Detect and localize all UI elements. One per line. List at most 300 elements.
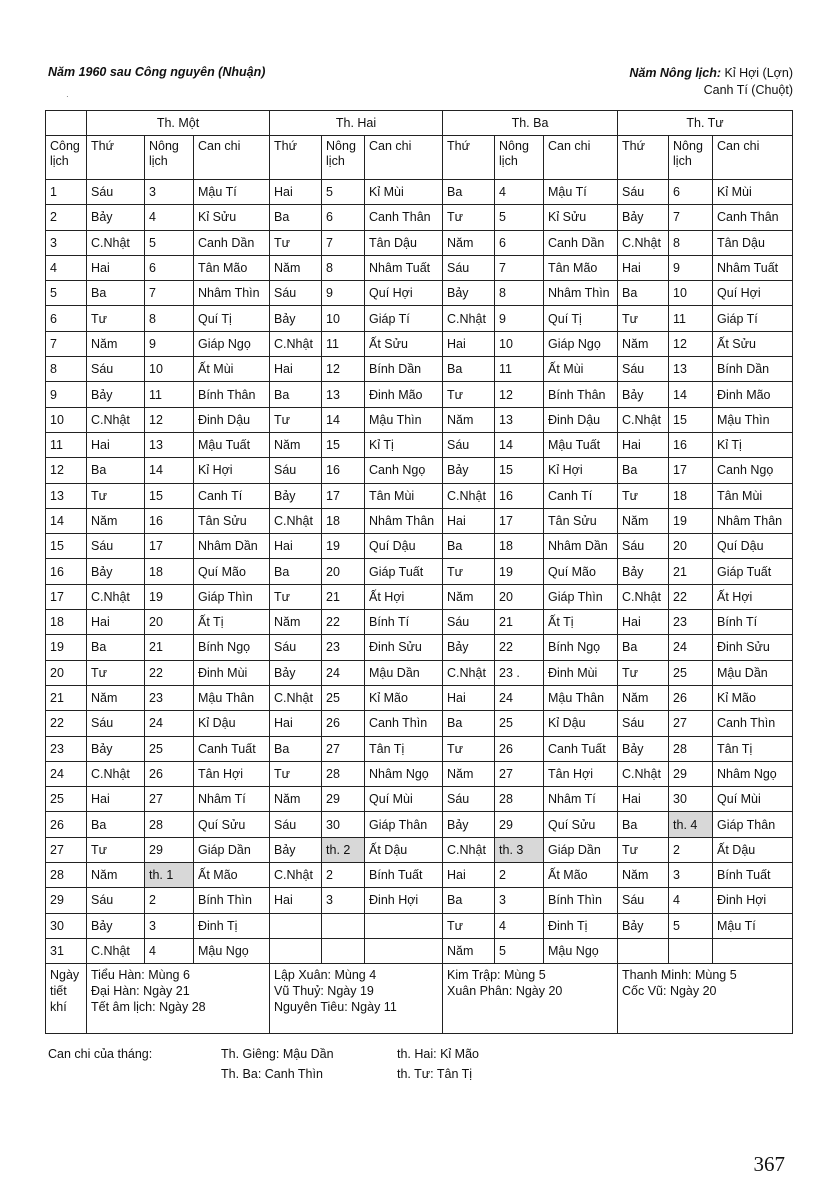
lunar-day-cell: 13 [322, 382, 365, 407]
col-nong-lich: Nông lịch [669, 136, 713, 180]
can-chi-cell: Nhâm Dần [194, 534, 270, 559]
weekday-cell: Tư [270, 407, 322, 432]
lunar-day-cell: 25 [495, 711, 544, 736]
weekday-cell: Sáu [443, 787, 495, 812]
day-row [46, 711, 793, 736]
can-chi-cell: Tân Sửu [544, 508, 618, 533]
weekday-cell: Bảy [443, 812, 495, 837]
can-chi-cell: Tân Mão [544, 255, 618, 280]
day-row [46, 610, 793, 635]
day-row [46, 584, 793, 609]
lunar-day-cell: 27 [495, 761, 544, 786]
day-cell: 24 [46, 761, 87, 786]
day-row [46, 559, 793, 584]
tiet-khi-item: Thanh Minh: Mùng 5 [622, 968, 737, 983]
can-chi-cell: Bính Ngọ [194, 635, 270, 660]
weekday-cell: Sáu [618, 357, 669, 382]
lunar-day-cell: 21 [495, 610, 544, 635]
weekday-cell: C.Nhật [270, 508, 322, 533]
can-chi-cell: Bính Thìn [544, 888, 618, 913]
weekday-cell: Ba [270, 736, 322, 761]
col-can-chi: Can chi [365, 136, 443, 180]
weekday-cell: Năm [87, 685, 145, 710]
lunar-day-cell: 11 [322, 331, 365, 356]
day-cell: 15 [46, 534, 87, 559]
weekday-cell: Năm [618, 508, 669, 533]
can-chi-cell: Đinh Tị [194, 913, 270, 938]
weekday-cell: Bảy [270, 306, 322, 331]
lunar-day-cell: 2 [495, 863, 544, 888]
lunar-day-cell: 6 [322, 205, 365, 230]
lunar-day-cell: 29 [145, 837, 194, 862]
lunar-day-cell: 19 [669, 508, 713, 533]
can-chi-cell: Mậu Dần [713, 660, 793, 685]
day-row [46, 837, 793, 862]
month-header-1: Th. Một [87, 111, 270, 136]
weekday-cell: Năm [618, 685, 669, 710]
can-chi-cell: Mậu Thìn [365, 407, 443, 432]
day-row [46, 888, 793, 913]
can-chi-cell: Bính Thìn [194, 888, 270, 913]
lunar-year-value-2: Canh Tí (Chuột) [703, 83, 793, 97]
lunar-day-cell: 6 [669, 180, 713, 205]
lunar-day-cell: 21 [145, 635, 194, 660]
can-chi-cell: Canh Thìn [365, 711, 443, 736]
can-chi-cell: Tân Mão [194, 255, 270, 280]
lunar-day-cell: 27 [145, 787, 194, 812]
lunar-day-cell [322, 938, 365, 963]
weekday-cell: Ba [618, 635, 669, 660]
lunar-day-cell: 20 [669, 534, 713, 559]
can-chi-cell: Bính Ngọ [544, 635, 618, 660]
can-chi-cell: Quí Hợi [713, 281, 793, 306]
weekday-cell: Hai [270, 888, 322, 913]
col-nong-lich: Nông lịch [495, 136, 544, 180]
weekday-cell: C.Nhật [443, 483, 495, 508]
can-chi-cell: Mậu Dần [365, 660, 443, 685]
can-chi-cell: Kỉ Sửu [544, 205, 618, 230]
weekday-cell: Ba [87, 458, 145, 483]
lunar-day-cell: 4 [669, 888, 713, 913]
lunar-day-cell: 29 [669, 761, 713, 786]
can-chi-cell: Quí Mùi [365, 787, 443, 812]
can-chi-cell: Kỉ Hợi [544, 458, 618, 483]
lunar-day-cell: 9 [495, 306, 544, 331]
lunar-day-cell: 24 [669, 635, 713, 660]
can-chi-cell: Ất Hợi [713, 584, 793, 609]
can-chi-cell: Bính Dần [365, 357, 443, 382]
lunar-day-cell: 3 [145, 180, 194, 205]
lunar-day-cell: 23 . [495, 660, 544, 685]
month-can-chi-item: Th. Ba: Canh Thìn [221, 1067, 323, 1081]
weekday-cell: Năm [618, 863, 669, 888]
weekday-cell: Ba [443, 180, 495, 205]
lunar-day-cell: 2 [145, 888, 194, 913]
weekday-cell: Ba [443, 711, 495, 736]
lunar-day-cell: 12 [669, 331, 713, 356]
can-chi-cell: Nhâm Thân [365, 508, 443, 533]
weekday-cell: C.Nhật [270, 863, 322, 888]
weekday-cell: Ba [443, 534, 495, 559]
can-chi-cell: Giáp Thìn [544, 584, 618, 609]
weekday-cell: Tư [87, 306, 145, 331]
weekday-cell: Sáu [443, 255, 495, 280]
weekday-cell: Tư [618, 306, 669, 331]
day-cell: 5 [46, 281, 87, 306]
weekday-cell: Tư [618, 483, 669, 508]
day-cell: 4 [46, 255, 87, 280]
day-row [46, 357, 793, 382]
lunar-day-cell: 10 [322, 306, 365, 331]
can-chi-cell: Tân Tị [713, 736, 793, 761]
weekday-cell: Tư [443, 205, 495, 230]
can-chi-cell: Đinh Sửu [713, 635, 793, 660]
lunar-day-cell: 13 [145, 432, 194, 457]
col-nong-lich: Nông lịch [145, 136, 194, 180]
lunar-day-cell: 4 [495, 913, 544, 938]
can-chi-cell: Kỉ Hợi [194, 458, 270, 483]
can-chi-cell: Quí Tị [194, 306, 270, 331]
day-cell: 3 [46, 230, 87, 255]
weekday-cell: Tư [443, 559, 495, 584]
day-cell: 12 [46, 458, 87, 483]
day-row [46, 863, 793, 888]
day-cell: 2 [46, 205, 87, 230]
lunar-day-cell: 5 [145, 230, 194, 255]
can-chi-cell: Mậu Thân [194, 685, 270, 710]
can-chi-cell: Canh Tuất [544, 736, 618, 761]
can-chi-cell: Tân Dậu [713, 230, 793, 255]
tiet-khi-item: Lập Xuân: Mùng 4 [274, 968, 377, 983]
lunar-day-cell: 6 [145, 255, 194, 280]
weekday-cell: Bảy [87, 382, 145, 407]
month-header-row [46, 111, 793, 136]
weekday-cell: Bảy [618, 913, 669, 938]
lunar-day-cell: 3 [669, 863, 713, 888]
lunar-day-cell: 30 [669, 787, 713, 812]
day-row [46, 635, 793, 660]
lunar-day-cell: 18 [145, 559, 194, 584]
lunar-day-cell: 7 [495, 255, 544, 280]
can-chi-cell: Kỉ Mùi [713, 180, 793, 205]
weekday-cell: C.Nhật [618, 584, 669, 609]
page-title: Năm 1960 sau Công nguyên (Nhuận) [48, 65, 266, 79]
can-chi-cell: Quí Tị [544, 306, 618, 331]
can-chi-cell: Ất Tị [544, 610, 618, 635]
weekday-cell: C.Nhật [618, 230, 669, 255]
lunar-day-cell: 12 [145, 407, 194, 432]
can-chi-cell: Nhâm Ngọ [365, 761, 443, 786]
tiet-khi-item: Vũ Thuỷ: Ngày 19 [274, 984, 374, 999]
weekday-cell: C.Nhật [443, 306, 495, 331]
lunar-day-cell: 11 [669, 306, 713, 331]
lunar-day-cell: th. 3 [495, 837, 544, 862]
day-row [46, 761, 793, 786]
tiet-khi-month-1 [87, 964, 270, 1034]
col-can-chi: Can chi [194, 136, 270, 180]
weekday-cell: Hai [87, 610, 145, 635]
weekday-cell: Bảy [87, 736, 145, 761]
lunar-day-cell: 25 [145, 736, 194, 761]
can-chi-cell: Bính Tí [713, 610, 793, 635]
lunar-day-cell: 14 [145, 458, 194, 483]
can-chi-cell: Ất Dậu [713, 837, 793, 862]
month-header-3: Th. Ba [443, 111, 618, 136]
can-chi-cell: Mậu Thìn [713, 407, 793, 432]
can-chi-cell [365, 938, 443, 963]
col-cong-lich: Công lịch [46, 136, 87, 180]
lunar-year-header [629, 65, 793, 99]
weekday-cell: Tư [87, 483, 145, 508]
day-row [46, 685, 793, 710]
weekday-cell: Bảy [618, 736, 669, 761]
day-cell: 11 [46, 432, 87, 457]
weekday-cell: Hai [618, 787, 669, 812]
tiet-khi-row [46, 964, 793, 1034]
weekday-cell: Hai [443, 331, 495, 356]
month-can-chi-item: th. Tư: Tân Tị [397, 1067, 473, 1081]
weekday-cell: Năm [443, 761, 495, 786]
weekday-cell: Hai [270, 534, 322, 559]
month-can-chi-col-1 [221, 1044, 334, 1084]
lunar-day-cell: 20 [495, 584, 544, 609]
lunar-day-cell: 10 [145, 357, 194, 382]
day-row [46, 938, 793, 963]
day-cell: 16 [46, 559, 87, 584]
day-row [46, 230, 793, 255]
lunar-day-cell: 23 [145, 685, 194, 710]
day-row [46, 913, 793, 938]
day-cell: 28 [46, 863, 87, 888]
lunar-day-cell: 21 [322, 584, 365, 609]
day-cell: 6 [46, 306, 87, 331]
tiet-khi-month-3 [443, 964, 618, 1034]
lunar-day-cell: 19 [322, 534, 365, 559]
weekday-cell: Bảy [443, 635, 495, 660]
can-chi-cell: Canh Dần [194, 230, 270, 255]
lunar-day-cell: 28 [669, 736, 713, 761]
lunar-day-cell: 17 [145, 534, 194, 559]
weekday-cell: Ba [618, 281, 669, 306]
lunar-day-cell: 22 [669, 584, 713, 609]
lunar-year-value-1: Kỉ Hợi (Lợn) [724, 66, 793, 80]
weekday-cell: Ba [87, 635, 145, 660]
can-chi-cell: Quí Sửu [194, 812, 270, 837]
weekday-cell: Bảy [87, 205, 145, 230]
can-chi-cell: Canh Ngọ [365, 458, 443, 483]
lunar-day-cell: 7 [669, 205, 713, 230]
can-chi-cell: Tân Sửu [194, 508, 270, 533]
col-thu: Thứ [618, 136, 669, 180]
day-cell: 27 [46, 837, 87, 862]
lunar-day-cell: 25 [322, 685, 365, 710]
weekday-cell: Hai [87, 787, 145, 812]
day-cell: 29 [46, 888, 87, 913]
day-row [46, 508, 793, 533]
tiet-khi-item: Xuân Phân: Ngày 20 [447, 984, 563, 999]
can-chi-cell: Đinh Sửu [365, 635, 443, 660]
day-row [46, 407, 793, 432]
lunar-day-cell: 14 [669, 382, 713, 407]
weekday-cell: Ba [443, 357, 495, 382]
day-row [46, 180, 793, 205]
lunar-day-cell: 6 [495, 230, 544, 255]
can-chi-cell: Mậu Tuất [194, 432, 270, 457]
weekday-cell: Hai [443, 508, 495, 533]
weekday-cell: Năm [270, 610, 322, 635]
can-chi-cell: Kỉ Dậu [194, 711, 270, 736]
lunar-day-cell: 24 [145, 711, 194, 736]
can-chi-cell: Mậu Ngọ [544, 938, 618, 963]
lunar-day-cell: 10 [495, 331, 544, 356]
lunar-day-cell: 28 [322, 761, 365, 786]
lunar-day-cell: 12 [322, 357, 365, 382]
day-row [46, 787, 793, 812]
weekday-cell: Sáu [270, 458, 322, 483]
weekday-cell: Ba [87, 281, 145, 306]
lunar-day-cell: 26 [145, 761, 194, 786]
weekday-cell: Ba [270, 382, 322, 407]
can-chi-cell: Nhâm Thân [713, 508, 793, 533]
lunar-day-cell: 17 [495, 508, 544, 533]
lunar-day-cell: 8 [322, 255, 365, 280]
weekday-cell: Sáu [618, 888, 669, 913]
tiet-khi-label: Ngày tiết khí [46, 964, 87, 1034]
can-chi-cell: Nhâm Thìn [194, 281, 270, 306]
weekday-cell: C.Nhật [87, 230, 145, 255]
weekday-cell: C.Nhật [87, 761, 145, 786]
lunar-day-cell: 28 [145, 812, 194, 837]
lunar-day-cell: 24 [495, 685, 544, 710]
weekday-cell [270, 938, 322, 963]
lunar-day-cell: 23 [669, 610, 713, 635]
day-cell: 21 [46, 685, 87, 710]
can-chi-cell: Mậu Thân [544, 685, 618, 710]
lunar-day-cell: 22 [145, 660, 194, 685]
lunar-day-cell: 7 [322, 230, 365, 255]
can-chi-cell: Đinh Hợi [365, 888, 443, 913]
weekday-cell: C.Nhật [443, 837, 495, 862]
weekday-cell: Tư [443, 736, 495, 761]
day-row [46, 812, 793, 837]
tiet-khi-item: Cốc Vũ: Ngày 20 [622, 984, 717, 999]
weekday-cell: Tư [618, 660, 669, 685]
can-chi-cell: Nhâm Tuất [365, 255, 443, 280]
can-chi-cell: Bính Tí [365, 610, 443, 635]
lunar-day-cell: 5 [669, 913, 713, 938]
can-chi-cell: Quí Dậu [713, 534, 793, 559]
can-chi-cell: Kỉ Mão [365, 685, 443, 710]
can-chi-cell: Ất Mão [194, 863, 270, 888]
can-chi-cell: Giáp Tuất [365, 559, 443, 584]
can-chi-cell: Bính Dần [713, 357, 793, 382]
can-chi-cell: Kỉ Tị [365, 432, 443, 457]
month-can-chi-item: Th. Giêng: Mậu Dần [221, 1047, 334, 1061]
day-row [46, 660, 793, 685]
lunar-day-cell: 12 [495, 382, 544, 407]
weekday-cell: Sáu [270, 635, 322, 660]
day-cell: 23 [46, 736, 87, 761]
weekday-cell: Sáu [87, 357, 145, 382]
day-row [46, 331, 793, 356]
weekday-cell: Năm [443, 938, 495, 963]
weekday-cell: Hai [618, 432, 669, 457]
can-chi-cell: Quí Sửu [544, 812, 618, 837]
lunar-day-cell: 10 [669, 281, 713, 306]
can-chi-cell: Đinh Mùi [544, 660, 618, 685]
weekday-cell: Hai [443, 685, 495, 710]
can-chi-cell: Nhâm Dần [544, 534, 618, 559]
can-chi-cell: Tân Tị [365, 736, 443, 761]
weekday-cell: C.Nhật [87, 407, 145, 432]
weekday-cell: Ba [87, 812, 145, 837]
tiet-khi-month-2 [270, 964, 443, 1034]
can-chi-cell: Kỉ Tị [713, 432, 793, 457]
can-chi-cell: Ất Dậu [365, 837, 443, 862]
weekday-cell: Năm [87, 863, 145, 888]
lunar-day-cell: 5 [495, 205, 544, 230]
can-chi-cell: Canh Tí [544, 483, 618, 508]
can-chi-cell: Quí Dậu [365, 534, 443, 559]
weekday-cell: Năm [87, 331, 145, 356]
can-chi-cell: Mậu Tuất [544, 432, 618, 457]
can-chi-cell: Giáp Ngọ [544, 331, 618, 356]
day-cell: 25 [46, 787, 87, 812]
speck: · [66, 92, 69, 101]
lunar-day-cell: 7 [145, 281, 194, 306]
lunar-day-cell: 18 [669, 483, 713, 508]
day-cell: 26 [46, 812, 87, 837]
lunar-day-cell: 22 [495, 635, 544, 660]
can-chi-cell: Kỉ Sửu [194, 205, 270, 230]
weekday-cell: Bảy [270, 660, 322, 685]
lunar-day-cell: 9 [669, 255, 713, 280]
day-row [46, 205, 793, 230]
month-header-4: Th. Tư [618, 111, 793, 136]
lunar-day-cell: 27 [669, 711, 713, 736]
weekday-cell: Tư [87, 660, 145, 685]
lunar-day-cell: 11 [495, 357, 544, 382]
weekday-cell: Bảy [270, 483, 322, 508]
can-chi-cell: Giáp Ngọ [194, 331, 270, 356]
weekday-cell [618, 938, 669, 963]
weekday-cell: Hai [270, 357, 322, 382]
weekday-cell: Tư [270, 584, 322, 609]
tiet-khi-item: Tiểu Hàn: Mùng 6 [91, 968, 190, 983]
weekday-cell: C.Nhật [87, 938, 145, 963]
weekday-cell: Hai [87, 432, 145, 457]
lunar-day-cell: 29 [495, 812, 544, 837]
can-chi-cell: Canh Thìn [713, 711, 793, 736]
lunar-day-cell: 9 [145, 331, 194, 356]
can-chi-cell: Bính Tuất [713, 863, 793, 888]
weekday-cell: Ba [443, 888, 495, 913]
weekday-cell: Tư [443, 913, 495, 938]
can-chi-cell: Tân Hợi [194, 761, 270, 786]
lunar-day-cell: 21 [669, 559, 713, 584]
month-can-chi-col-2 [397, 1044, 479, 1084]
lunar-day-cell: 30 [322, 812, 365, 837]
can-chi-cell: Tân Mùi [365, 483, 443, 508]
col-thu: Thứ [443, 136, 495, 180]
lunar-day-cell: 26 [322, 711, 365, 736]
can-chi-cell: Canh Dần [544, 230, 618, 255]
lunar-day-cell: 13 [495, 407, 544, 432]
can-chi-cell: Đinh Tị [544, 913, 618, 938]
lunar-day-cell: 8 [669, 230, 713, 255]
day-cell: 13 [46, 483, 87, 508]
weekday-cell: Sáu [87, 180, 145, 205]
